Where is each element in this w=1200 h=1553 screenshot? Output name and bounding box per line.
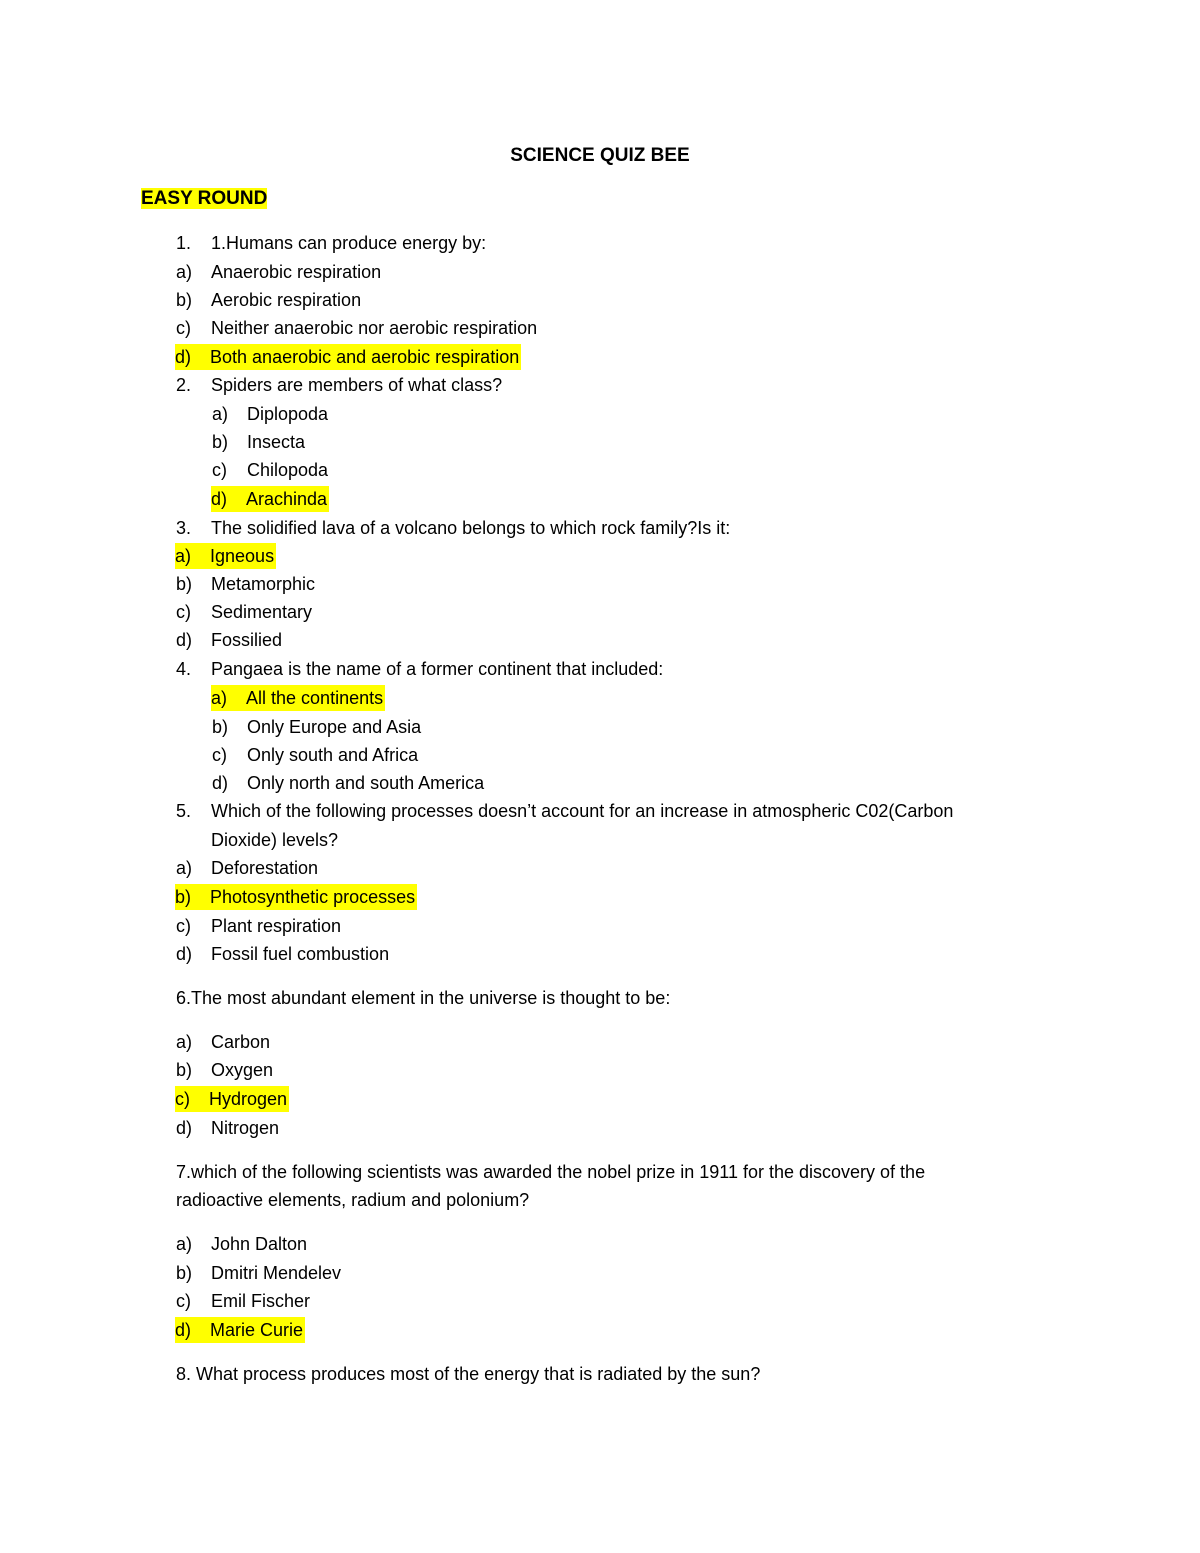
option-text: Oxygen <box>211 1060 274 1080</box>
question-text: Pangaea is the name of a former continent that included: <box>211 659 664 679</box>
option-marker: a) <box>211 688 228 708</box>
round-heading <box>141 186 267 212</box>
option-text: Emil Fischer <box>211 1291 311 1311</box>
option-marker: d) <box>176 1118 193 1138</box>
option-text: Arachinda <box>246 489 328 509</box>
option-text: Igneous <box>210 546 275 566</box>
option-marker: b) <box>176 290 193 310</box>
question-text: The solidified lava of a volcano belongs to which rock family?Is it: <box>211 518 731 538</box>
question-number: 3. <box>176 518 192 538</box>
option-marker: d) <box>175 347 192 367</box>
question-text-line-2: radioactive elements, radium and polonium? <box>176 1190 530 1210</box>
question-text: Spiders are members of what class? <box>211 375 503 395</box>
option-marker: b) <box>175 887 192 907</box>
option-text: Fossil fuel combustion <box>211 944 390 964</box>
option-text: Hydrogen <box>209 1089 288 1109</box>
option-marker: b) <box>176 1263 193 1283</box>
option-text: Dmitri Mendelev <box>211 1263 342 1283</box>
answer-highlight <box>175 543 276 569</box>
option-text: Only north and south America <box>247 773 485 793</box>
option-marker: c) <box>176 1291 191 1311</box>
option-text: Chilopoda <box>247 460 329 480</box>
option-text: Fossilied <box>211 630 283 650</box>
option-marker: d) <box>176 630 193 650</box>
round-heading-text: EASY ROUND <box>141 188 268 209</box>
question-number: 4. <box>176 659 192 679</box>
option-marker: a) <box>176 1234 193 1254</box>
option-marker: c) <box>212 460 227 480</box>
option-text: Marie Curie <box>210 1320 304 1340</box>
option-text: Diplopoda <box>247 404 329 424</box>
option-marker: a) <box>176 858 193 878</box>
option-text: Plant respiration <box>211 916 342 936</box>
option-marker: d) <box>211 489 228 509</box>
question-text-line-1: 7.which of the following scientists was awarded the nobel prize in 1911 for the discovery of the <box>176 1162 926 1182</box>
option-marker: a) <box>175 546 192 566</box>
option-text: Sedimentary <box>211 602 313 622</box>
option-text: Insecta <box>247 432 306 452</box>
option-marker: b) <box>176 1060 193 1080</box>
question-text-line-1: Which of the following processes doesn’t account for an increase in atmospheric C02(Carbon <box>211 801 954 821</box>
option-text: Both anaerobic and aerobic respiration <box>210 347 520 367</box>
option-text: Deforestation <box>211 858 319 878</box>
answer-highlight <box>211 486 329 512</box>
option-text: Only south and Africa <box>247 745 419 765</box>
option-text: Metamorphic <box>211 574 316 594</box>
option-marker: c) <box>176 318 191 338</box>
option-text: Anaerobic respiration <box>211 262 382 282</box>
option-marker: a) <box>176 1032 193 1052</box>
option-marker: d) <box>176 944 193 964</box>
option-marker: c) <box>175 1089 190 1109</box>
question-number: 5. <box>176 801 192 821</box>
question-number: 1. <box>176 233 192 253</box>
option-marker: c) <box>176 916 191 936</box>
question-text: 6.The most abundant element in the universe is thought to be: <box>176 988 671 1008</box>
option-marker: b) <box>212 717 229 737</box>
option-text: Aerobic respiration <box>211 290 362 310</box>
option-marker: b) <box>176 574 193 594</box>
option-marker: a) <box>212 404 229 424</box>
option-marker: a) <box>176 262 193 282</box>
option-text: Carbon <box>211 1032 271 1052</box>
question-text: 1.Humans can produce energy by: <box>211 233 487 253</box>
option-text: Only Europe and Asia <box>247 717 422 737</box>
option-text: John Dalton <box>211 1234 308 1254</box>
option-marker: b) <box>212 432 229 452</box>
answer-highlight <box>175 884 417 910</box>
answer-highlight <box>175 344 521 370</box>
answer-highlight <box>175 1317 305 1343</box>
option-marker: d) <box>212 773 229 793</box>
option-text: Nitrogen <box>211 1118 280 1138</box>
option-text: All the continents <box>246 688 384 708</box>
answer-highlight <box>211 685 385 711</box>
option-marker: c) <box>212 745 227 765</box>
option-marker: d) <box>175 1320 192 1340</box>
answer-highlight <box>175 1086 289 1112</box>
question-text: 8. What process produces most of the energy that is radiated by the sun? <box>176 1364 761 1384</box>
option-text: Photosynthetic processes <box>210 887 416 907</box>
document-title: SCIENCE QUIZ BEE <box>510 145 690 166</box>
option-text: Neither anaerobic nor aerobic respiration <box>211 318 538 338</box>
question-number: 2. <box>176 375 192 395</box>
question-text-line-2: Dioxide) levels? <box>211 830 339 850</box>
option-marker: c) <box>176 602 191 622</box>
